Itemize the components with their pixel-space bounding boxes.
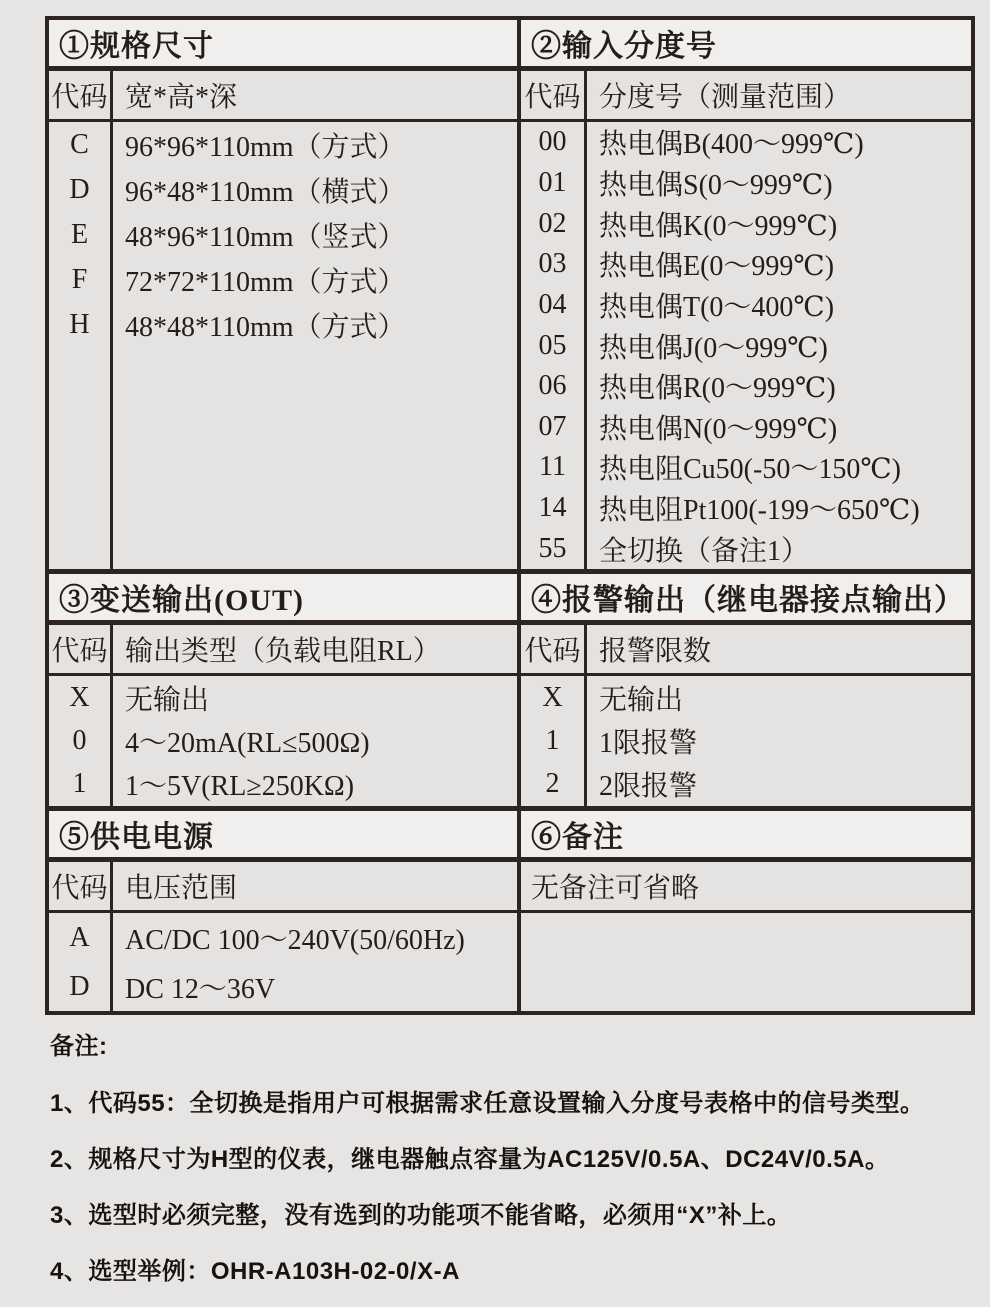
alarm-value-column xyxy=(587,676,971,806)
left-column xyxy=(49,20,521,1011)
remark-empty-cell xyxy=(521,913,971,1011)
spec-code-column xyxy=(49,122,113,569)
table-cell: 2限报警 xyxy=(599,771,698,803)
table-cell: H xyxy=(69,308,90,340)
table-cell: A xyxy=(69,921,90,953)
table-cell: 无输出 xyxy=(599,684,684,716)
table-cell: 无输出 xyxy=(125,684,210,716)
table-cell: 1～5V(RL≥250KΩ) xyxy=(125,771,355,803)
spec-rows xyxy=(49,122,517,574)
right-column xyxy=(521,20,971,1011)
table-cell: 05 xyxy=(538,329,567,361)
table-cell: 1 xyxy=(545,724,560,756)
table-cell: X xyxy=(69,681,90,713)
out-value-column xyxy=(113,676,517,806)
table-cell: 热电阻Cu50(-50～150℃) xyxy=(599,454,901,486)
table-cell: 48*48*110mm（方式） xyxy=(125,311,406,343)
input-code-column xyxy=(521,122,587,569)
footnotes xyxy=(50,1026,970,1307)
alarm-rows xyxy=(521,676,971,811)
section-spec-title: ①规格尺寸 xyxy=(49,20,517,71)
section-power-title: ⑤供电电源 xyxy=(49,811,517,862)
section-input-header-row xyxy=(521,71,971,122)
section-input-title: ②输入分度号 xyxy=(521,20,971,71)
table-cell: 热电偶T(0～400℃) xyxy=(599,291,835,323)
table-cell: 55 xyxy=(538,532,567,564)
spec-value-column xyxy=(113,122,517,569)
table-cell: F xyxy=(71,263,88,295)
footnote-3: 3、选型时必须完整，没有选到的功能项不能省略，必须用“X”补上。 xyxy=(50,1202,792,1229)
footnote-2: 2、规格尺寸为H型的仪表，继电器触点容量为AC125V/0.5A、DC24V/0.5A。 xyxy=(50,1146,890,1173)
table-cell: 06 xyxy=(538,370,567,402)
table-cell: 4～20mA(RL≤500Ω) xyxy=(125,727,370,759)
power-value-column xyxy=(113,913,517,1011)
alarm-code-column xyxy=(521,676,587,806)
out-value-header: 输出类型（负载电阻RL） xyxy=(125,636,441,667)
table-cell: 0 xyxy=(72,724,87,756)
table-cell: 03 xyxy=(538,248,567,280)
section-alarm-header-row xyxy=(521,625,971,676)
ordering-table xyxy=(45,16,975,1015)
spec-code-header: 代码 xyxy=(49,71,113,119)
power-code-header: 代码 xyxy=(49,862,113,910)
table-cell: 热电偶B(400～999℃) xyxy=(599,129,864,161)
table-cell: 07 xyxy=(538,410,567,442)
out-code-column xyxy=(49,676,113,806)
table-cell: E xyxy=(70,218,89,250)
table-cell: D xyxy=(69,970,90,1002)
footnote-1: 1、代码55：全切换是指用户可根据需求任意设置输入分度号表格中的信号类型。 xyxy=(50,1090,925,1117)
footnote-4: 4、选型举例：OHR-A103H-02-0/X-A xyxy=(50,1258,460,1285)
table-cell: 11 xyxy=(539,451,566,483)
table-cell: 48*96*110mm（竖式） xyxy=(125,221,406,253)
table-cell: 01 xyxy=(538,166,567,198)
input-value-header: 分度号（测量范围） xyxy=(599,82,852,113)
table-cell: 96*48*110mm（横式） xyxy=(125,176,406,208)
table-cell: 全切换（备注1） xyxy=(599,535,810,567)
out-rows xyxy=(49,676,517,811)
section-out-title: ③变送输出(OUT) xyxy=(49,574,517,625)
spec-value-header: 宽*高*深 xyxy=(125,82,238,113)
table-cell: 热电偶S(0～999℃) xyxy=(599,169,833,201)
section-alarm-title: ④报警输出（继电器接点输出） xyxy=(521,574,971,625)
input-value-column xyxy=(587,122,971,569)
table-cell: 72*72*110mm（方式） xyxy=(125,266,406,298)
table-cell: 02 xyxy=(538,207,567,239)
remark-note-cell: 无备注可省略 xyxy=(521,862,971,913)
table-cell: 1 xyxy=(72,768,87,800)
table-cell: 96*96*110mm（方式） xyxy=(125,131,406,163)
alarm-code-header: 代码 xyxy=(521,625,587,673)
alarm-value-header: 报警限数 xyxy=(599,636,712,667)
table-cell: 热电偶N(0～999℃) xyxy=(599,413,838,445)
table-cell: 热电偶K(0～999℃) xyxy=(599,210,838,242)
input-code-header: 代码 xyxy=(521,71,587,119)
power-rows xyxy=(49,913,517,1011)
table-cell: 热电阻Pt100(-199～650℃) xyxy=(599,495,920,527)
power-value-header: 电压范围 xyxy=(125,873,238,904)
table-cell: 热电偶E(0～999℃) xyxy=(599,251,835,283)
section-power-header-row xyxy=(49,862,517,913)
table-cell: 00 xyxy=(538,126,567,158)
section-remark-title: ⑥备注 xyxy=(521,811,971,862)
table-cell: C xyxy=(70,128,89,160)
section-spec-header-row xyxy=(49,71,517,122)
table-cell: X xyxy=(542,681,563,713)
table-cell: 热电偶J(0～999℃) xyxy=(599,332,828,364)
input-rows xyxy=(521,122,971,574)
out-code-header: 代码 xyxy=(49,625,113,673)
table-cell: 2 xyxy=(545,768,560,800)
table-cell: 热电偶R(0～999℃) xyxy=(599,373,836,405)
table-cell: D xyxy=(69,173,90,205)
table-cell: 14 xyxy=(538,492,567,524)
table-cell: 04 xyxy=(538,288,567,320)
table-cell: DC 12～36V xyxy=(125,973,276,1005)
section-out-header-row xyxy=(49,625,517,676)
footnotes-heading: 备注: xyxy=(50,1033,108,1060)
table-cell: AC/DC 100～240V(50/60Hz) xyxy=(125,924,465,956)
power-code-column xyxy=(49,913,113,1011)
table-cell: 1限报警 xyxy=(599,727,698,759)
